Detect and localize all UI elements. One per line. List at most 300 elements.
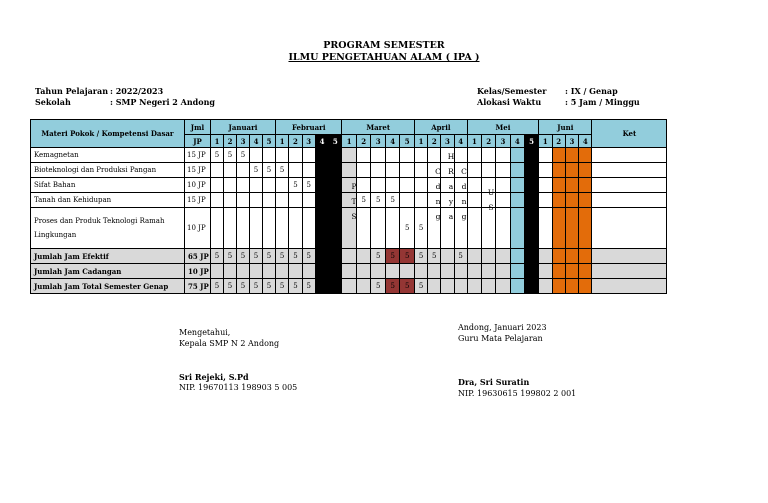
summary-cell (454, 279, 467, 294)
sign-left-line2: Kepala SMP N 2 Andong (179, 339, 280, 348)
summary-ket (592, 249, 667, 264)
week-cell (356, 148, 371, 163)
us-letter: U (487, 188, 495, 197)
row-materi: Kemagnetan (31, 148, 185, 163)
week-cell (565, 193, 578, 208)
sekolah-value: : SMP Negeri 2 Andong (110, 97, 216, 107)
week-cell: 5 (211, 148, 224, 163)
week-cell (302, 193, 315, 208)
week-number: 1 (211, 135, 224, 148)
week-cell (524, 193, 538, 208)
summary-cell (342, 264, 357, 279)
header-month: Januari (211, 120, 276, 135)
summary-cell (441, 279, 454, 294)
week-cell: 5 (302, 178, 315, 193)
header-month: Mei (467, 120, 538, 135)
week-cell (454, 148, 467, 163)
week-number: 4 (510, 135, 524, 148)
week-cell (250, 193, 263, 208)
week-number: 3 (302, 135, 315, 148)
week-cell (496, 178, 510, 193)
week-cell (385, 178, 400, 193)
week-cell (524, 208, 538, 249)
row-ket (592, 178, 667, 193)
week-cell (524, 178, 538, 193)
summary-cell: 5 (289, 249, 302, 264)
week-cell (315, 163, 328, 178)
week-cell (342, 148, 357, 163)
week-cell (211, 178, 224, 193)
pts-letter: P (351, 182, 357, 191)
summary-cell (524, 249, 538, 264)
summary-cell (496, 249, 510, 264)
summary-cell: 5 (289, 279, 302, 294)
summary-label: Jumlah Jam Efektif (31, 249, 185, 264)
week-cell (579, 148, 592, 163)
summary-cell (342, 279, 357, 294)
week-cell (224, 193, 237, 208)
week-cell (302, 208, 315, 249)
summary-cell (428, 279, 441, 294)
week-cell: 5 (356, 193, 371, 208)
summary-cell (276, 264, 289, 279)
summary-cell (342, 249, 357, 264)
week-cell (496, 193, 510, 208)
week-cell (400, 178, 415, 193)
summary-cell (552, 279, 565, 294)
week-number: 5 (400, 135, 415, 148)
sekolah-label: Sekolah (35, 97, 71, 107)
header-month: April (414, 120, 467, 135)
summary-cell (211, 264, 224, 279)
row-materi: Sifat Bahan (31, 178, 185, 193)
cdn2-letter: d (461, 182, 467, 191)
week-cell (385, 208, 400, 249)
summary-cell (289, 264, 302, 279)
summary-cell: 5 (276, 249, 289, 264)
week-cell: 5 (250, 163, 263, 178)
week-number: 1 (539, 135, 552, 148)
summary-cell (250, 264, 263, 279)
header-month: Maret (342, 120, 415, 135)
row-jp: 15 JP (185, 148, 211, 163)
summary-label: Jumlah Jam Cadangan (31, 264, 185, 279)
summary-cell (524, 279, 538, 294)
week-cell (263, 178, 276, 193)
summary-cell (356, 279, 371, 294)
week-number: 1 (467, 135, 481, 148)
summary-cell: 5 (385, 279, 400, 294)
summary-cell (510, 249, 524, 264)
week-cell (263, 193, 276, 208)
header-materi: Materi Pokok / Kompetensi Dasar (31, 120, 185, 148)
summary-cell: 5 (224, 249, 237, 264)
summary-cell: 5 (302, 279, 315, 294)
week-cell (356, 163, 371, 178)
sign-left-line1: Mengetahui, (179, 328, 231, 337)
week-cell (482, 148, 496, 163)
week-number: 2 (482, 135, 496, 148)
week-number: 5 (524, 135, 538, 148)
summary-cell: 5 (385, 249, 400, 264)
week-number: 1 (342, 135, 357, 148)
week-cell (400, 148, 415, 163)
week-cell (371, 178, 386, 193)
summary-cell (237, 264, 250, 279)
week-number: 4 (454, 135, 467, 148)
week-cell (371, 208, 386, 249)
summary-cell (510, 264, 524, 279)
week-cell (211, 163, 224, 178)
week-cell (237, 163, 250, 178)
week-cell (329, 208, 342, 249)
sign-left-nip: NIP. 19670113 198903 5 005 (179, 383, 298, 392)
summary-cell: 5 (250, 249, 263, 264)
summary-cell (371, 264, 386, 279)
week-number: 2 (428, 135, 441, 148)
summary-cell (356, 249, 371, 264)
week-cell (428, 148, 441, 163)
week-number: 5 (263, 135, 276, 148)
summary-cell (467, 264, 481, 279)
week-cell (510, 148, 524, 163)
summary-cell (329, 264, 342, 279)
week-number: 3 (237, 135, 250, 148)
week-cell (371, 148, 386, 163)
week-cell (315, 148, 328, 163)
week-cell (496, 148, 510, 163)
week-number: 4 (385, 135, 400, 148)
week-cell (385, 148, 400, 163)
summary-cell (510, 279, 524, 294)
sign-right-nip: NIP. 19630615 199802 2 001 (458, 389, 577, 398)
hraya-letter: H (447, 152, 455, 161)
week-cell (276, 193, 289, 208)
row-materi-line1: Proses dan Produk Teknologi Ramah (34, 217, 165, 225)
week-cell (565, 148, 578, 163)
week-cell: 5 (371, 193, 386, 208)
summary-cell: 5 (263, 279, 276, 294)
week-cell (329, 178, 342, 193)
week-cell (276, 208, 289, 249)
week-number: 4 (315, 135, 328, 148)
week-cell (385, 163, 400, 178)
week-cell (250, 178, 263, 193)
summary-cell: 5 (263, 249, 276, 264)
week-cell (579, 178, 592, 193)
summary-cell (552, 249, 565, 264)
summary-cell (385, 264, 400, 279)
week-cell (539, 148, 552, 163)
hraya-letter: R (448, 167, 454, 176)
week-cell (302, 163, 315, 178)
summary-cell: 5 (302, 249, 315, 264)
week-cell (510, 178, 524, 193)
summary-cell (400, 264, 415, 279)
summary-cell (552, 264, 565, 279)
summary-cell (565, 249, 578, 264)
week-cell (289, 208, 302, 249)
week-number: 3 (371, 135, 386, 148)
week-cell (276, 178, 289, 193)
summary-cell (539, 264, 552, 279)
row-ket (592, 148, 667, 163)
week-cell: 5 (276, 163, 289, 178)
summary-cell: 5 (400, 279, 415, 294)
week-cell (315, 193, 328, 208)
summary-cell (428, 264, 441, 279)
row-materi (31, 208, 185, 249)
summary-cell (315, 264, 328, 279)
summary-cell (302, 264, 315, 279)
week-cell (211, 193, 224, 208)
week-number: 3 (441, 135, 454, 148)
week-cell (552, 148, 565, 163)
summary-cell (496, 264, 510, 279)
week-cell (539, 163, 552, 178)
summary-jp: 65 JP (185, 249, 211, 264)
doc-subtitle: ILMU PENGETAHUAN ALAM ( IPA ) (288, 52, 480, 63)
kelas-label: Kelas/Semester (477, 86, 547, 96)
week-cell (482, 163, 496, 178)
week-cell (342, 163, 357, 178)
row-materi: Bioteknologi dan Produksi Pangan (31, 163, 185, 178)
summary-cell (565, 264, 578, 279)
week-cell (552, 163, 565, 178)
week-cell (302, 148, 315, 163)
week-cell (467, 193, 481, 208)
week-cell: 5 (400, 208, 415, 249)
week-cell (467, 178, 481, 193)
sign-left-name: Sri Rejeki, S.Pd (179, 372, 249, 382)
week-cell (552, 193, 565, 208)
summary-cell (496, 279, 510, 294)
week-cell (467, 163, 481, 178)
sign-right-line2: Guru Mata Pelajaran (458, 334, 543, 343)
hraya-letter: y (448, 197, 454, 206)
week-cell (237, 208, 250, 249)
week-cell (250, 148, 263, 163)
week-cell (524, 163, 538, 178)
summary-cell: 5 (454, 249, 467, 264)
cdn-letter: n (435, 197, 441, 206)
week-cell (224, 208, 237, 249)
summary-cell (315, 279, 328, 294)
week-cell: 5 (289, 178, 302, 193)
summary-cell: 5 (400, 249, 415, 264)
week-cell: 5 (263, 163, 276, 178)
week-cell (414, 148, 427, 163)
summary-cell (329, 249, 342, 264)
summary-cell (441, 249, 454, 264)
summary-cell: 5 (237, 249, 250, 264)
row-jp: 15 JP (185, 193, 211, 208)
week-cell (250, 208, 263, 249)
summary-cell (482, 249, 496, 264)
week-cell (579, 193, 592, 208)
summary-cell (579, 279, 592, 294)
week-cell: 5 (224, 148, 237, 163)
cdn2-letter: g (461, 212, 467, 221)
week-cell (289, 163, 302, 178)
header-jml: Jml (185, 120, 211, 135)
summary-cell (539, 249, 552, 264)
week-number: 4 (579, 135, 592, 148)
week-cell (565, 178, 578, 193)
week-cell (510, 193, 524, 208)
week-cell (496, 208, 510, 249)
week-cell (315, 208, 328, 249)
summary-cell: 5 (371, 279, 386, 294)
week-number: 1 (276, 135, 289, 148)
summary-cell (454, 264, 467, 279)
summary-jp: 10 JP (185, 264, 211, 279)
alokasi-value: : 5 Jam / Minggu (565, 97, 640, 107)
summary-cell: 5 (428, 249, 441, 264)
pts-letter: T (351, 197, 357, 206)
week-cell (263, 208, 276, 249)
row-materi-line2: Lingkungan (34, 231, 77, 239)
summary-cell (467, 249, 481, 264)
header-ket: Ket (592, 120, 667, 148)
row-jp: 10 JP (185, 208, 211, 249)
doc-title: PROGRAM SEMESTER (323, 40, 445, 51)
summary-cell (539, 279, 552, 294)
summary-cell (579, 264, 592, 279)
row-materi: Tanah dan Kehidupan (31, 193, 185, 208)
cdn-letter: d (435, 182, 441, 191)
week-cell (371, 163, 386, 178)
summary-cell: 5 (414, 279, 427, 294)
us-letter: S (488, 203, 494, 212)
week-cell (211, 208, 224, 249)
week-cell (329, 148, 342, 163)
header-month: Juni (539, 120, 592, 135)
summary-cell: 5 (211, 249, 224, 264)
summary-cell: 5 (414, 249, 427, 264)
summary-cell (224, 264, 237, 279)
week-cell (237, 178, 250, 193)
alokasi-label: Alokasi Waktu (477, 97, 542, 107)
hraya-letter: a (448, 182, 454, 191)
row-ket (592, 208, 667, 249)
week-cell (552, 178, 565, 193)
week-cell (467, 208, 481, 249)
week-number: 2 (224, 135, 237, 148)
summary-cell: 5 (371, 249, 386, 264)
week-cell (315, 178, 328, 193)
summary-ket (592, 279, 667, 294)
summary-cell (565, 279, 578, 294)
cdn2-letter: C (461, 167, 467, 176)
summary-cell: 5 (237, 279, 250, 294)
week-cell (400, 163, 415, 178)
summary-cell (524, 264, 538, 279)
week-cell (289, 148, 302, 163)
week-number: 4 (250, 135, 263, 148)
week-cell (579, 163, 592, 178)
summary-cell (414, 264, 427, 279)
tahun-label: Tahun Pelajaran (35, 86, 109, 96)
header-jp: JP (185, 135, 211, 148)
week-cell (467, 148, 481, 163)
row-jp: 10 JP (185, 178, 211, 193)
summary-cell (263, 264, 276, 279)
week-number: 2 (552, 135, 565, 148)
week-cell (224, 178, 237, 193)
week-cell (565, 163, 578, 178)
week-cell (400, 193, 415, 208)
summary-cell (441, 264, 454, 279)
week-number: 5 (329, 135, 342, 148)
sign-right-line1: Andong, Januari 2023 (458, 323, 547, 332)
week-cell: 5 (237, 148, 250, 163)
week-number: 3 (565, 135, 578, 148)
week-cell (510, 208, 524, 249)
week-cell (539, 193, 552, 208)
summary-cell: 5 (211, 279, 224, 294)
pts-letter: S (351, 212, 357, 221)
summary-cell (356, 264, 371, 279)
week-cell (524, 148, 538, 163)
summary-cell: 5 (224, 279, 237, 294)
summary-ket (592, 264, 667, 279)
week-cell (539, 178, 552, 193)
week-number: 1 (414, 135, 427, 148)
header-month: Februari (276, 120, 342, 135)
kelas-value: : IX / Genap (565, 86, 618, 96)
week-cell (496, 163, 510, 178)
row-jp: 15 JP (185, 163, 211, 178)
week-cell (329, 193, 342, 208)
summary-cell: 5 (276, 279, 289, 294)
summary-cell: 5 (250, 279, 263, 294)
summary-jp: 75 JP (185, 279, 211, 294)
summary-cell (467, 279, 481, 294)
week-cell (552, 208, 565, 249)
week-cell: 5 (414, 208, 427, 249)
week-number: 2 (356, 135, 371, 148)
week-cell (414, 163, 427, 178)
week-cell (329, 163, 342, 178)
week-cell (414, 193, 427, 208)
summary-cell (482, 279, 496, 294)
cdn-letter: g (435, 212, 441, 221)
summary-cell (329, 279, 342, 294)
week-number: 3 (496, 135, 510, 148)
sign-right-name: Dra, Sri Suratin (458, 377, 530, 387)
week-cell (289, 193, 302, 208)
summary-cell (579, 249, 592, 264)
week-cell (565, 208, 578, 249)
hraya-letter: a (448, 212, 454, 221)
cdn2-letter: n (461, 197, 467, 206)
week-cell (224, 163, 237, 178)
week-cell (579, 208, 592, 249)
week-cell (276, 148, 289, 163)
week-cell (539, 208, 552, 249)
cdn-letter: C (435, 167, 441, 176)
week-number: 2 (289, 135, 302, 148)
week-cell: 5 (385, 193, 400, 208)
summary-cell (315, 249, 328, 264)
summary-cell (482, 264, 496, 279)
summary-label: Jumlah Jam Total Semester Genap (31, 279, 185, 294)
week-cell (414, 178, 427, 193)
tahun-value: : 2022/2023 (110, 86, 164, 96)
week-cell (510, 163, 524, 178)
week-cell (237, 193, 250, 208)
